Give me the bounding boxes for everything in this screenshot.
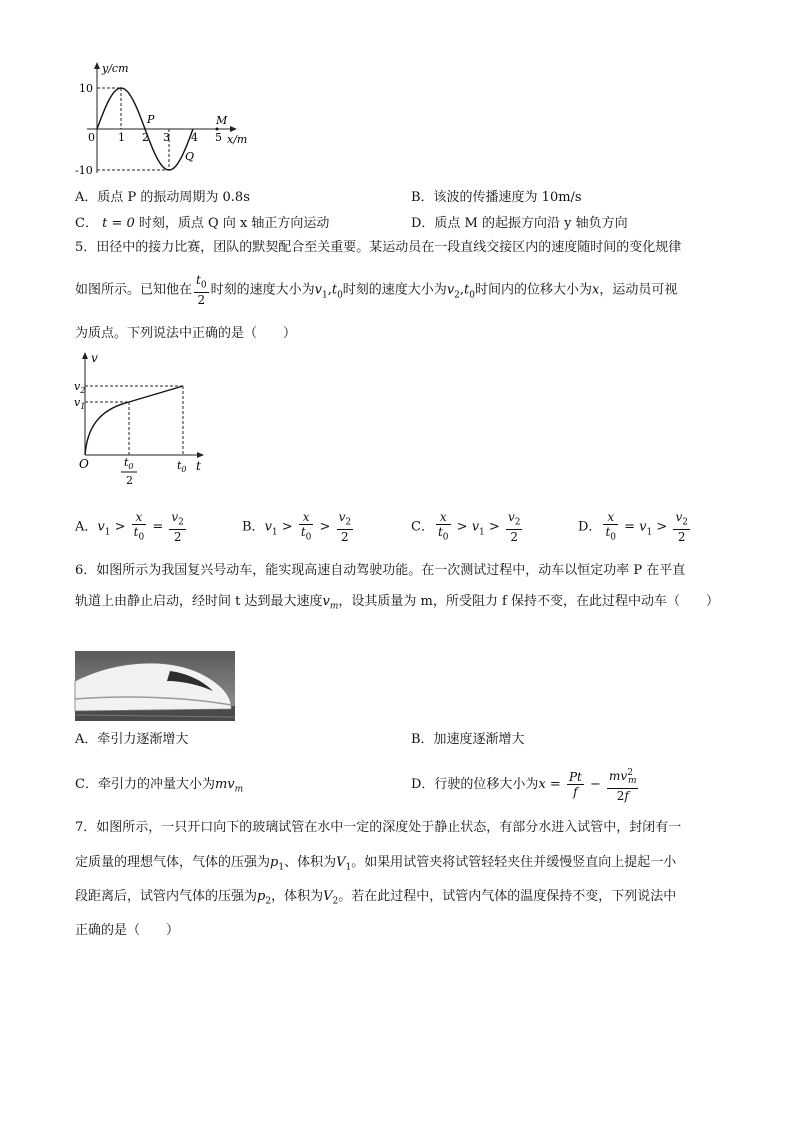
tick-x-3: 3 [163, 131, 170, 144]
q4-option-d[interactable]: D．质点 M 的起振方向沿 y 轴负方向 [411, 216, 628, 231]
q5-option-c[interactable]: C． $\frac{x}{t_0}$ > $v_1$ > $\frac{v_2}{2}$ [411, 510, 521, 545]
point-q-label: Q [185, 150, 195, 163]
tick-x-4: 4 [191, 131, 198, 144]
q6-line2-a: 轨道上由静止启动，经时间 t 达到最大速度 [75, 594, 323, 609]
tick-x-0: 0 [88, 131, 95, 144]
vt-v1-label: $v_1$ [74, 396, 86, 411]
q4-option-c-math: t = 0 [102, 216, 135, 231]
q5-option-a[interactable]: A．$v_1$ > $\frac{x}{t_0}$ = $\frac{v_2}{2}$ [75, 510, 184, 545]
vt-x-label: t [196, 459, 201, 473]
x-axis-label: x/m [227, 133, 248, 146]
q7-line2-c: 。如果用试管夹将试管轻轻夹住并缓慢竖直向上提起一小 [351, 855, 677, 870]
tick-x-2: 2 [142, 131, 149, 144]
q7-line4: 正确的是（ ） [75, 923, 180, 938]
wave-figure [75, 58, 260, 183]
vt-y-arrow [82, 352, 88, 359]
q5-line2-a: 如图所示。已知他在 [75, 282, 193, 298]
q5-line2-c: 时刻的速度大小为 [342, 282, 447, 298]
q6-option-d[interactable]: D．行驶的位移大小为x = $\frac{Pt}{f}$ − $\frac{mv^2_m}{2f}$ [411, 767, 637, 804]
q4-option-c[interactable] [75, 214, 329, 234]
x-axis-arrow [230, 126, 237, 132]
vt-half-num: $t_0$ [124, 456, 134, 471]
tick-y-neg10: -10 [75, 164, 93, 177]
q6-line1: 6．如图所示为我国复兴号动车，能实现高速自动驾驶功能。在一次测试过程中，动车以恒定功率 P 在平直 [75, 563, 686, 578]
q7-line1: 7．如图所示，一只开口向下的玻璃试管在水中一定的深度处于静止状态，有部分水进入试管中，封闭有一 [75, 820, 682, 835]
vt-curve [85, 386, 183, 455]
point-p-label: P [147, 113, 155, 126]
q5-option-b-label: B． [242, 519, 265, 535]
q4-option-a[interactable]: A．质点 P 的振动周期为 0.8s [75, 190, 250, 205]
y-axis-arrow [94, 62, 100, 69]
q7-line2-a: 定质量的理想气体，气体的压强为 [75, 855, 271, 870]
q4-option-c-text: 时刻，质点 Q 向 x 轴正方向运动 [138, 216, 330, 231]
q6-line2: 轨道上由静止启动，经时间 t 达到最大速度$v_m$，设其质量为 m，所受阻力 f 保持不变，在此过程中动车（ ） [75, 594, 719, 612]
q4-option-b[interactable]: B．该波的传播速度为 10m/s [411, 190, 582, 205]
vt-figure [75, 350, 215, 490]
q5-line2-e: ，运动员可视 [599, 282, 678, 298]
q5-line2: 如图所示。已知他在 $\frac{t_0}{2}$ 时刻的速度大小为$v_1,t_0$时刻的速度大小为$v_2,t_0$时间内的位移大小为x，运动员可视 [75, 273, 678, 308]
train-photo [75, 651, 235, 721]
q6-line2-b: ，设其质量为 m，所受阻力 f 保持不变，在此过程中动车（ ） [338, 594, 719, 609]
q6-option-a[interactable]: A．牵引力逐渐增大 [75, 732, 189, 747]
vt-v2-label: $v_2$ [74, 380, 86, 395]
q6-option-d-text: D．行驶的位移大小为 [411, 777, 539, 792]
y-axis-label: y/cm [102, 62, 129, 75]
point-m [216, 128, 219, 131]
q5-option-c-label: C． [411, 519, 434, 535]
q6-option-c-text: C．牵引力的冲量大小为 [75, 777, 215, 792]
vt-y-label: v [91, 351, 98, 365]
vt-t0-label: $t_0$ [177, 459, 187, 474]
q7-line2-b: 、体积为 [284, 855, 337, 870]
point-m-label: M [216, 114, 228, 127]
q5-option-d[interactable]: D． $\frac{x}{t_0}$ = $v_1$ > $\frac{v_2}{2}$ [578, 510, 688, 545]
tick-y-10: 10 [79, 82, 93, 95]
q6-option-c[interactable]: C．牵引力的冲量大小为$mv_m$ [75, 777, 244, 795]
q5-option-b[interactable]: B．$v_1$ > $\frac{x}{t_0}$ > $\frac{v_2}{2}$ [242, 510, 352, 545]
vt-origin: O [79, 457, 89, 471]
q5-line2-b: 时刻的速度大小为 [210, 282, 315, 298]
q7-line3-b: ，体积为 [271, 889, 324, 904]
q6-option-b[interactable]: B．加速度逐渐增大 [411, 732, 525, 747]
q5-line2-d: 时间内的位移大小为 [475, 282, 593, 298]
q7-line2: 定质量的理想气体，气体的压强为$p_1$、体积为$V_1$。如果用试管夹将试管轻轻夹住并缓慢竖直向上提起一小 [75, 855, 677, 873]
vt-half-den: 2 [126, 474, 133, 487]
q7-line3-a: 段距离后，试管内气体的压强为 [75, 889, 258, 904]
q7-line3-c: 。若在此过程中，试管内气体的温度保持不变，下列说法中 [338, 889, 677, 904]
q5-line3: 为质点。下列说法中正确的是（ ） [75, 326, 297, 341]
vt-x-arrow [197, 452, 204, 458]
tick-x-1: 1 [118, 131, 125, 144]
tick-x-5: 5 [215, 131, 222, 144]
q5-line1: 5．田径中的接力比赛，团队的默契配合至关重要。某运动员在一段直线交接区内的速度随时间的变化规律 [75, 240, 682, 255]
q5-option-d-label: D． [578, 519, 602, 535]
q7-line3: 段距离后，试管内气体的压强为$p_2$，体积为$V_2$。若在此过程中，试管内气体的温度保持不变，下列说法中 [75, 889, 677, 907]
q4-option-c-prefix: C． [75, 216, 98, 231]
q5-option-a-label: A． [75, 519, 98, 535]
q5-frac-t0-2: $\frac{t_0}{2}$ [196, 273, 207, 308]
